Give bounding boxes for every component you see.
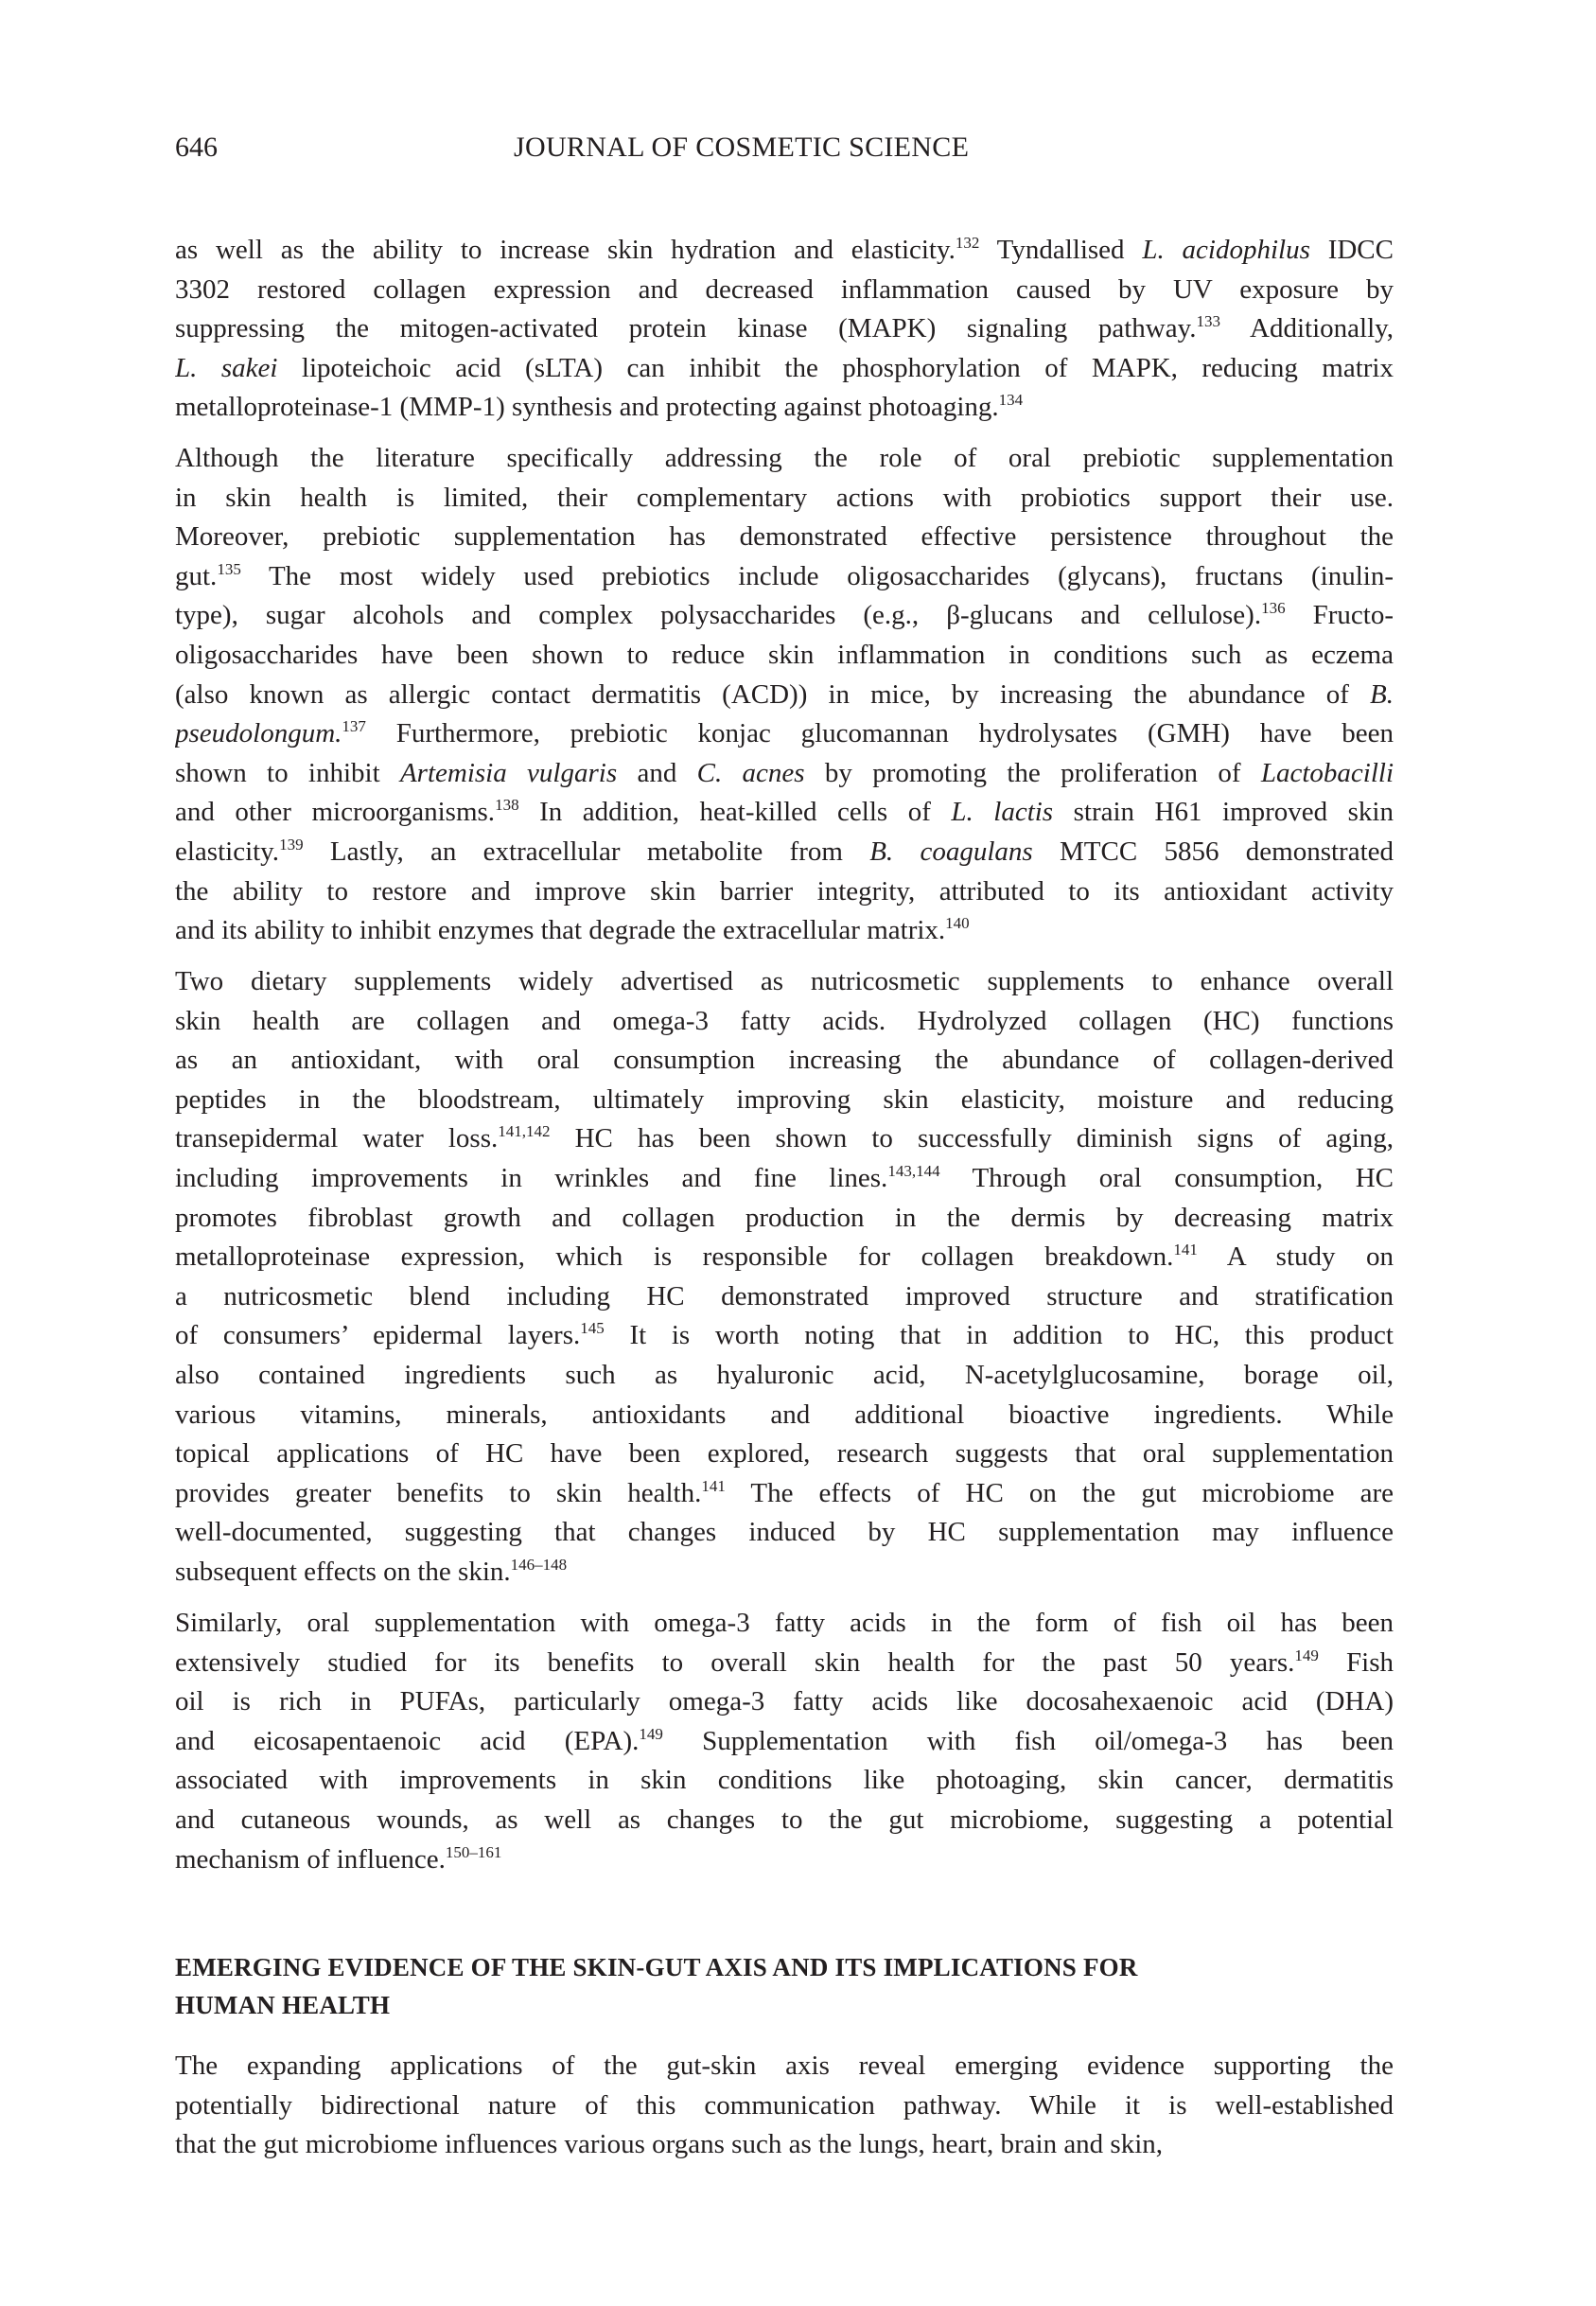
text-run: type), sugar alcohols and complex polysaccharides (e.g., β-glucans and cellulose). bbox=[175, 600, 1262, 631]
text-line bbox=[175, 231, 1394, 271]
text-run: Tyndallised bbox=[979, 235, 1143, 265]
text-run: and other microorganisms. bbox=[175, 797, 496, 828]
italic-term: C. acnes bbox=[696, 757, 805, 788]
citation-superscript: 149 bbox=[639, 1724, 663, 1743]
text-line bbox=[175, 1081, 1394, 1120]
text-line bbox=[175, 1761, 1394, 1801]
text-line bbox=[175, 1238, 1394, 1277]
running-head bbox=[0, 0, 1596, 189]
text-line bbox=[175, 1002, 1394, 1042]
text-run: HUMAN HEALTH bbox=[175, 1991, 391, 2019]
citation-superscript: 135 bbox=[217, 559, 241, 578]
citation-superscript: 150–161 bbox=[445, 1842, 502, 1861]
text-line bbox=[175, 349, 1394, 389]
italic-term: pseudolongum. bbox=[175, 718, 342, 749]
text-run: and eicosapentaenoic acid (EPA). bbox=[175, 1725, 640, 1756]
text-run: In addition, heat-killed cells of bbox=[518, 797, 952, 828]
text-line bbox=[175, 1722, 1394, 1762]
text-line bbox=[175, 714, 1394, 754]
text-run: Additionally, bbox=[1219, 313, 1394, 344]
text-line bbox=[175, 1840, 1394, 1880]
text-line bbox=[175, 1948, 1394, 1986]
text-line bbox=[175, 872, 1394, 912]
text-line bbox=[175, 518, 1394, 557]
text-run: HC has been shown to successfully diminish signs of aging, bbox=[550, 1123, 1394, 1154]
text-line bbox=[175, 271, 1394, 310]
citation-superscript: 138 bbox=[495, 796, 519, 815]
text-run: A study on bbox=[1197, 1241, 1394, 1273]
text-run: also contained ingredients such as hyaluronic acid, N-acetylglucosamine, borage oil, bbox=[175, 1359, 1394, 1390]
text-run: Fructo- bbox=[1285, 600, 1394, 631]
citation-superscript: 139 bbox=[279, 835, 304, 854]
text-line bbox=[175, 1801, 1394, 1840]
text-run: and bbox=[617, 757, 697, 788]
text-run: potentially bidirectional nature of this communication pathway. While it is well-established bbox=[175, 2089, 1394, 2121]
text-run: EMERGING EVIDENCE OF THE SKIN-GUT AXIS AND ITS IMPLICATIONS FOR bbox=[175, 1953, 1138, 1981]
citation-superscript: 145 bbox=[580, 1319, 605, 1338]
text-run: and its ability to inhibit enzymes that degrade the extracellular matrix. bbox=[175, 915, 946, 946]
text-line bbox=[175, 1199, 1394, 1239]
text-run: and cutaneous wounds, as well as changes to the gut microbiome, suggesting a potential bbox=[175, 1804, 1394, 1835]
body-paragraph bbox=[175, 1604, 1394, 1879]
text-run: provides greater benefits to skin health. bbox=[175, 1477, 702, 1508]
text-line bbox=[175, 1396, 1394, 1435]
body-paragraph bbox=[175, 439, 1394, 951]
text-run: MTCC 5856 demonstrated bbox=[1032, 836, 1394, 867]
body-paragraph bbox=[175, 962, 1394, 1593]
text-run: Moreover, prebiotic supplementation has demonstrated effective persistence throughout the bbox=[175, 521, 1394, 553]
text-line bbox=[175, 754, 1394, 794]
text-line bbox=[175, 911, 1394, 951]
section-heading bbox=[175, 1948, 1394, 2024]
text-run: topical applications of HC have been explored, research suggests that oral supplementation bbox=[175, 1438, 1394, 1470]
citation-superscript: 141,142 bbox=[498, 1122, 551, 1141]
text-run: IDCC bbox=[1309, 235, 1394, 265]
text-line bbox=[175, 1316, 1394, 1356]
text-run: Lastly, an extracellular metabolite from bbox=[303, 836, 870, 867]
text-run: various vitamins, minerals, antioxidants and additional bioactive ingredients. While bbox=[175, 1399, 1394, 1430]
italic-term: L. sakei bbox=[175, 352, 278, 383]
text-line bbox=[175, 1682, 1394, 1722]
text-run: Supplementation with fish oil/omega-3 has been bbox=[662, 1725, 1394, 1756]
text-run: well-documented, suggesting that changes induced by HC supplementation may influence bbox=[175, 1517, 1394, 1548]
text-run: skin health are collagen and omega-3 fatty acids. Hydrolyzed collagen (HC) functions bbox=[175, 1005, 1394, 1036]
italic-term: B. coagulans bbox=[869, 836, 1033, 867]
citation-superscript: 149 bbox=[1294, 1646, 1319, 1664]
text-run: in skin health is limited, their complementary actions with probiotics support their use. bbox=[175, 482, 1394, 513]
text-run: transepidermal water loss. bbox=[175, 1123, 499, 1154]
text-run: elasticity. bbox=[175, 836, 280, 867]
text-line bbox=[175, 636, 1394, 676]
text-run: Fish bbox=[1318, 1646, 1394, 1678]
text-run: lipoteichoic acid (sLTA) can inhibit the phosphorylation of MAPK, reducing matrix bbox=[277, 352, 1394, 383]
text-line bbox=[175, 309, 1394, 349]
text-run: including improvements in wrinkles and fine lines. bbox=[175, 1162, 888, 1193]
text-line bbox=[175, 1474, 1394, 1514]
text-run: the ability to restore and improve skin barrier integrity, attributed to its antioxidant activity bbox=[175, 875, 1394, 907]
text-line bbox=[175, 962, 1394, 1002]
text-run: suppressing the mitogen-activated protein kinase (MAPK) signaling pathway. bbox=[175, 313, 1197, 344]
text-line bbox=[175, 388, 1394, 428]
text-run: peptides in the bloodstream, ultimately improving skin elasticity, moisture and reducing bbox=[175, 1083, 1394, 1115]
citation-superscript: 134 bbox=[998, 391, 1024, 410]
text-run: gut. bbox=[175, 560, 218, 591]
text-line bbox=[175, 1159, 1394, 1199]
text-line bbox=[175, 479, 1394, 519]
citation-superscript: 146–148 bbox=[510, 1555, 568, 1574]
text-line bbox=[175, 1277, 1394, 1317]
citation-superscript: 141 bbox=[1173, 1241, 1198, 1259]
text-line bbox=[175, 1513, 1394, 1553]
text-run: as an antioxidant, with oral consumption increasing the abundance of collagen-derived bbox=[175, 1045, 1394, 1076]
text-line bbox=[175, 1119, 1394, 1159]
italic-term: Artemisia vulgaris bbox=[399, 757, 618, 788]
italic-term: Lactobacilli bbox=[1260, 757, 1394, 788]
text-run: mechanism of influence. bbox=[175, 1843, 446, 1875]
text-line bbox=[175, 676, 1394, 715]
citation-superscript: 132 bbox=[955, 234, 980, 252]
text-run: metalloproteinase expression, which is responsible for collagen breakdown. bbox=[175, 1241, 1174, 1273]
citation-superscript: 141 bbox=[701, 1476, 726, 1495]
italic-term: L. acidophilus bbox=[1142, 235, 1310, 265]
text-line bbox=[175, 557, 1394, 597]
citation-superscript: 140 bbox=[945, 914, 970, 933]
text-run: Two dietary supplements widely advertised as nutricosmetic supplements to enhance overall bbox=[175, 966, 1394, 996]
text-run: The effects of HC on the gut microbiome are bbox=[725, 1477, 1394, 1508]
text-line bbox=[175, 2086, 1394, 2126]
text-run: oligosaccharides have been shown to reduce skin inflammation in conditions such as eczema bbox=[175, 639, 1394, 670]
text-run: 3302 restored collagen expression and decreased inflammation caused by UV exposure by bbox=[175, 273, 1394, 305]
text-run: metalloproteinase-1 (MMP-1) synthesis and protecting against photoaging. bbox=[175, 392, 999, 423]
text-run: Through oral consumption, HC bbox=[939, 1162, 1394, 1193]
text-line bbox=[175, 2125, 1394, 2165]
text-run: a nutricosmetic blend including HC demonstrated improved structure and stratification bbox=[175, 1280, 1394, 1311]
text-run: Although the literature specifically addressing the role of oral prebiotic supplementation bbox=[175, 443, 1394, 473]
text-run: strain H61 improved skin bbox=[1053, 797, 1394, 828]
page-number: 646 bbox=[175, 132, 218, 163]
text-run: oil is rich in PUFAs, particularly omega-3 fatty acids like docosahexaenoic acid (DHA) bbox=[175, 1686, 1394, 1717]
text-line bbox=[175, 1986, 1394, 2024]
text-run: (also known as allergic contact dermatitis (ACD)) in mice, by increasing the abundance of bbox=[175, 678, 1371, 710]
citation-superscript: 136 bbox=[1261, 599, 1286, 618]
text-line bbox=[175, 1435, 1394, 1474]
text-line bbox=[175, 2047, 1394, 2086]
body-paragraph bbox=[175, 2047, 1394, 2165]
italic-term: L. lactis bbox=[951, 797, 1054, 828]
text-run: It is worth noting that in addition to HC, this product bbox=[604, 1320, 1394, 1351]
body-paragraph bbox=[175, 231, 1394, 428]
text-run: The expanding applications of the gut-skin axis reveal emerging evidence supporting the bbox=[175, 2051, 1394, 2081]
text-line bbox=[175, 793, 1394, 833]
text-line bbox=[175, 1604, 1394, 1644]
text-line bbox=[175, 833, 1394, 872]
text-line bbox=[175, 1553, 1394, 1593]
text-run: as well as the ability to increase skin hydration and elasticity. bbox=[175, 235, 956, 265]
citation-superscript: 137 bbox=[342, 717, 366, 736]
citation-superscript: 143,144 bbox=[887, 1161, 940, 1180]
text-line bbox=[175, 439, 1394, 479]
text-run: by promoting the proliferation of bbox=[804, 757, 1261, 788]
text-run: extensively studied for its benefits to overall skin health for the past 50 years. bbox=[175, 1646, 1295, 1678]
italic-term: B. bbox=[1370, 678, 1394, 710]
text-run: of consumers’ epidermal layers. bbox=[175, 1320, 581, 1351]
text-line bbox=[175, 1041, 1394, 1081]
text-run: that the gut microbiome influences various organs such as the lungs, heart, brain and skin, bbox=[175, 2129, 1164, 2160]
citation-superscript: 133 bbox=[1196, 312, 1220, 331]
journal-title: JOURNAL OF COSMETIC SCIENCE bbox=[514, 132, 970, 163]
text-run: Similarly, oral supplementation with omega-3 fatty acids in the form of fish oil has been bbox=[175, 1608, 1394, 1638]
text-run: shown to inhibit bbox=[175, 757, 400, 788]
text-run: promotes fibroblast growth and collagen production in the dermis by decreasing matrix bbox=[175, 1202, 1394, 1233]
text-line bbox=[175, 1356, 1394, 1396]
text-run: Furthermore, prebiotic konjac glucomannan hydrolysates (GMH) have been bbox=[365, 718, 1394, 749]
text-line bbox=[175, 1644, 1394, 1683]
text-run: subsequent effects on the skin. bbox=[175, 1556, 511, 1587]
text-run: associated with improvements in skin conditions like photoaging, skin cancer, dermatitis bbox=[175, 1765, 1394, 1796]
text-line bbox=[175, 596, 1394, 636]
text-run: The most widely used prebiotics include oligosaccharides (glycans), fructans (inulin- bbox=[240, 560, 1394, 591]
